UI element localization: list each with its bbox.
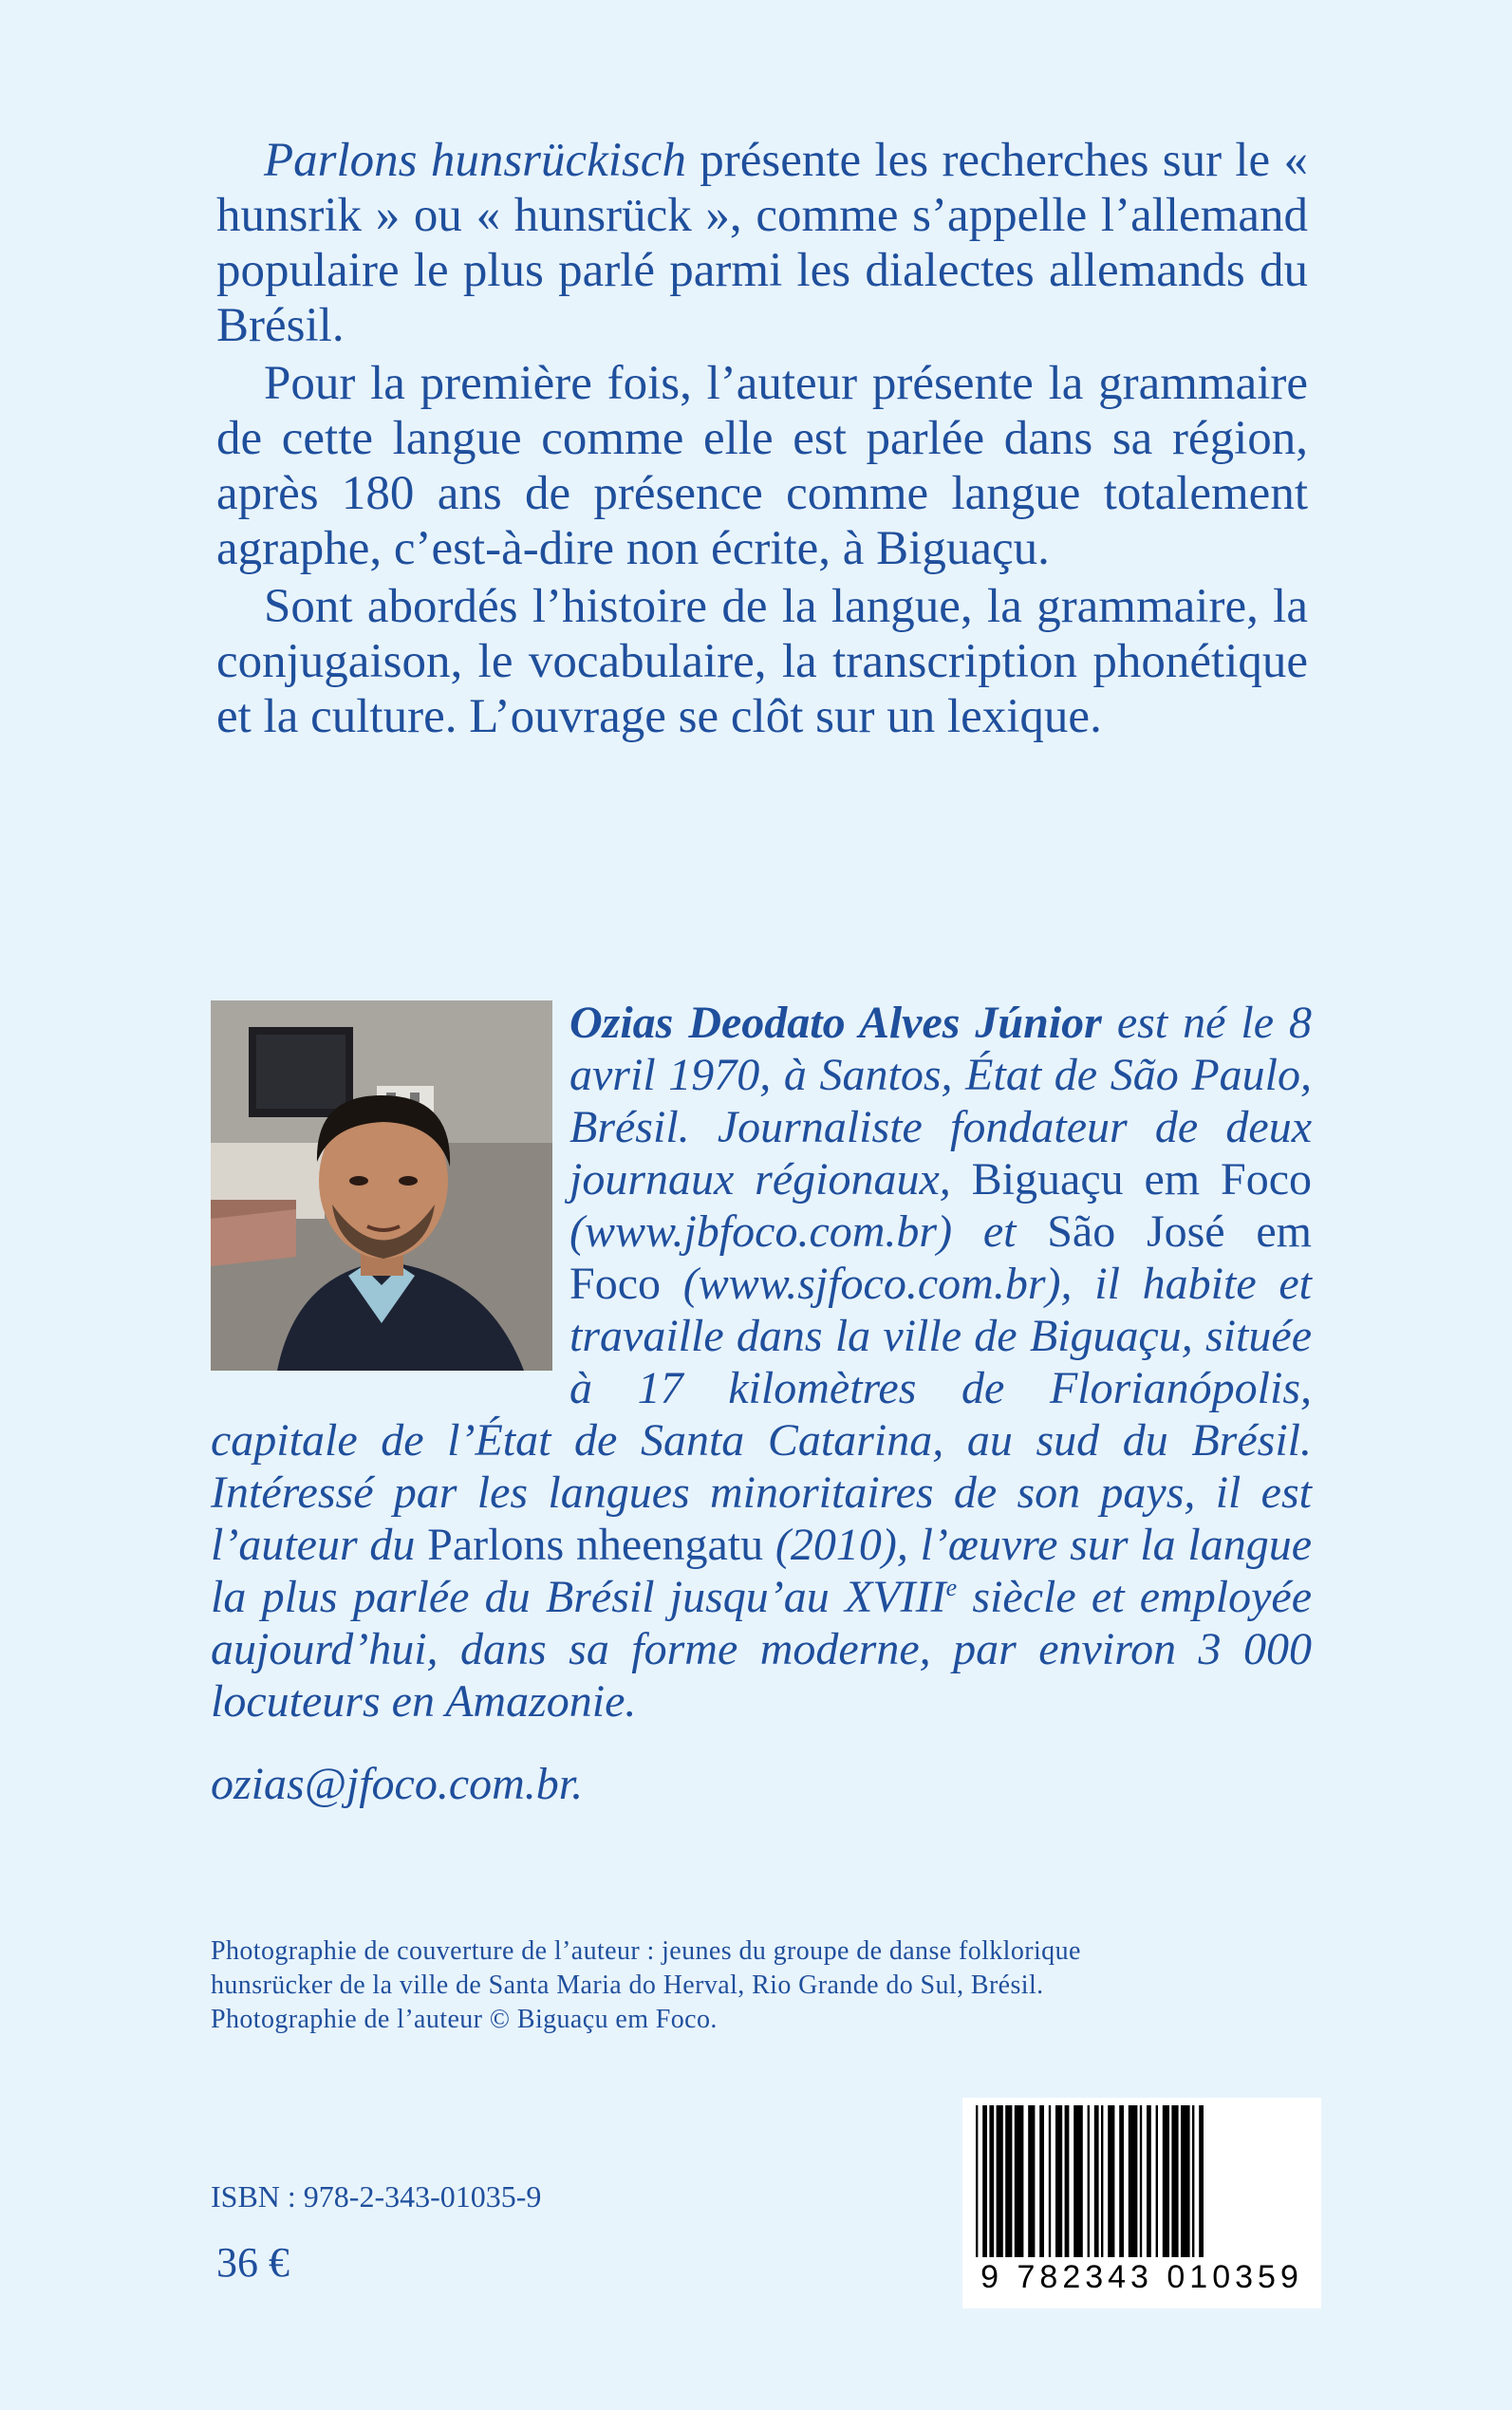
- barcode-bar: [1171, 2105, 1178, 2257]
- barcode-bar: [1055, 2105, 1062, 2257]
- barcode-bar: [1156, 2105, 1158, 2257]
- barcode-bar: [1101, 2105, 1103, 2257]
- author-name: Ozias Deodato Alves Júnior: [569, 998, 1102, 1048]
- price: 36 €: [216, 2239, 289, 2286]
- newspaper-title: Biguaçu em Foco: [971, 1154, 1312, 1205]
- isbn: ISBN : 978-2-343-01035-9: [211, 2179, 542, 2214]
- barcode-bar: [982, 2105, 987, 2257]
- barcode-bar: [1049, 2105, 1051, 2257]
- blurb-paragraph-3: Sont abordés l’histoire de la langue, la grammaire, la conjugaison, le vocabulaire, la transcription phonétique et la culture. L’ouvrage se clôt sur un lexique.: [216, 580, 1308, 743]
- newspaper-title: São José em Foco: [569, 1206, 1312, 1309]
- blurb-paragraph-1: [216, 133, 1308, 353]
- barcode-bar: [989, 2105, 994, 2257]
- previous-book-title: Parlons nheengatu: [427, 1520, 764, 1570]
- book-title: Parlons hunsrückisch: [264, 134, 686, 187]
- barcode-bar: [1140, 2105, 1142, 2257]
- barcode-bar: [1065, 2105, 1070, 2257]
- book-blurb: [216, 133, 1308, 747]
- barcode-bar: [1129, 2105, 1138, 2257]
- photo-credits: Photographie de couverture de l’auteur : jeunes du groupe de danse folklorique hunsrücker de la ville de Santa Maria do Herval, Rio Grande do Sul, Brésil. Photographie de l’auteur © Biguaçu em Foco.: [211, 1936, 1081, 2034]
- barcode-bar: [1028, 2105, 1035, 2257]
- blurb-paragraph-1-text: présente les recherches sur le « hunsrik » ou « hunsrück », comme s’appelle l’allemand populaire le plus parlé parmi les dialectes allemands du Brésil.: [216, 134, 1308, 352]
- barcode: [962, 2098, 1321, 2308]
- barcode-bars: [962, 2098, 1321, 2259]
- barcode-bar: [1119, 2105, 1124, 2257]
- barcode-bar: [1088, 2105, 1090, 2257]
- barcode-bar: [1192, 2105, 1194, 2257]
- barcode-bar: [1147, 2105, 1151, 2257]
- barcode-bar: [1181, 2105, 1190, 2257]
- barcode-bar: [1073, 2105, 1083, 2257]
- barcode-bar: [1108, 2105, 1114, 2257]
- barcode-digits: 9 782343 010359: [980, 2259, 1303, 2295]
- barcode-bar: [997, 2105, 1003, 2257]
- blurb-paragraph-2: Pour la première fois, l’auteur présente la grammaire de cette langue comme elle est parlée dans sa région, après 180 ans de présence comme langue totalement agraphe, c’est-à-dire non écrite, à Biguaçu.: [216, 357, 1308, 575]
- barcode-bar: [1039, 2105, 1044, 2257]
- barcode-bar: [1015, 2105, 1024, 2257]
- author-biography: Ozias Deodato Alves Júnior est né le 8 avril 1970, à Santos, État de São Paulo, Brésil. Journaliste fondateur de deux journaux régionaux, Biguaçu em Foco (www.jbfoco.com.br) et São José em Foco (www.sjfoco.com.br), il habite et travaille dans la ville de Biguaçu, située à 17 kilomètres de Florianópolis, capitale de l’État de Santa Catarina, au sud du Brésil. Intéressé par les langues minoritaires de son pays, il est l’auteur du Parlons nheengatu (2010), l’œuvre sur la langue la plus parlée du Brésil jusqu’au XVIIIe siècle et employée aujourd’hui, dans sa forme moderne, par environ 3 000 locuteurs en Amazonie.: [211, 998, 1313, 1727]
- barcode-bar: [1005, 2105, 1012, 2257]
- barcode-bar: [1199, 2105, 1204, 2257]
- author-email[interactable]: ozias@jfoco.com.br.: [211, 1759, 584, 1809]
- barcode-bar: [1163, 2105, 1169, 2257]
- barcode-bar: [976, 2105, 978, 2257]
- barcode-bar: [1094, 2105, 1099, 2257]
